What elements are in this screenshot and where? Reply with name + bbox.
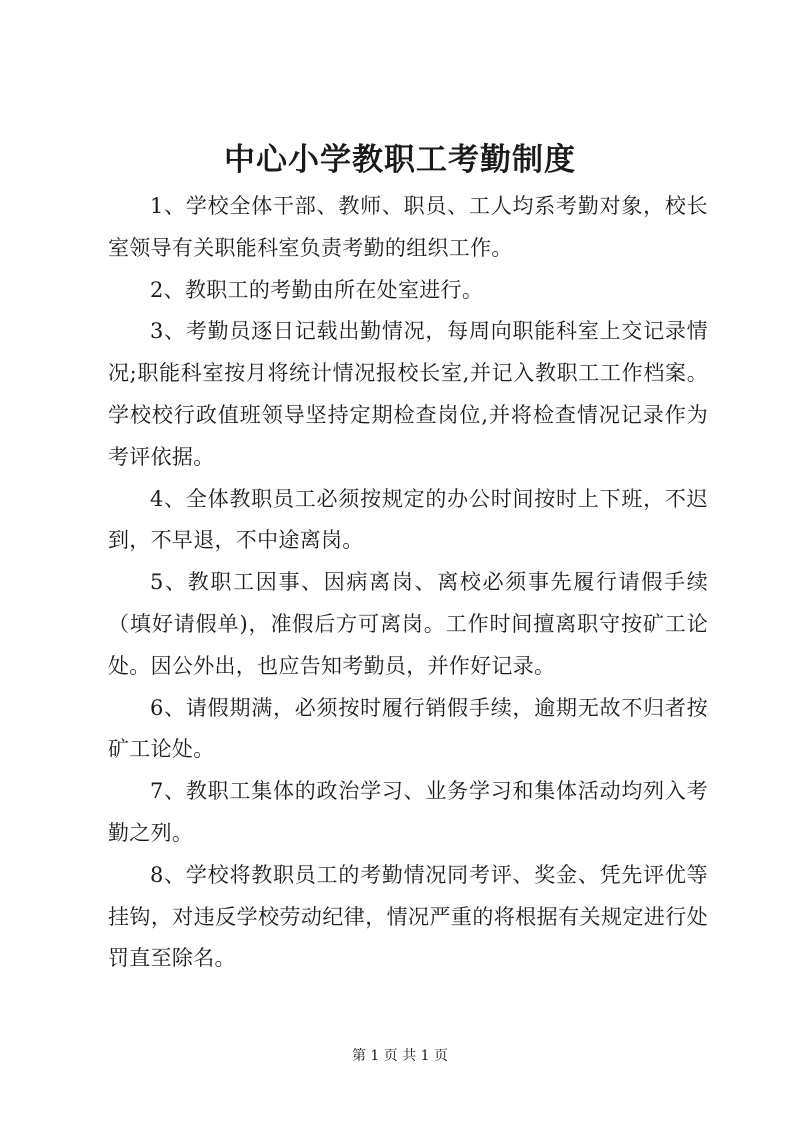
- page-number: 第 1 页 共 1 页: [351, 1048, 449, 1064]
- paragraph-4: 4、全体教职员工必须按规定的办公时间按时上下班，不迟到，不早退，不中途离岗。: [108, 486, 708, 553]
- document-title: 中心小学教职工考勤制度: [224, 142, 576, 178]
- paragraph-7: 7、教职工集体的政治学习、业务学习和集体活动均列入考勤之列。: [108, 779, 708, 845]
- document-body: [108, 186, 708, 980]
- paragraph-3: 3、考勤员逐日记载出勤情况，每周向职能科室上交记录情况;职能科室按月将统计情况报校长室,并记入教职工工作档案。学校校行政值班领导坚持定期检查岗位,并将检查情况记录作为考评依据。: [108, 319, 708, 469]
- paragraph-6: 6、请假期满，必须按时履行销假手续，逾期无故不归者按矿工论处。: [108, 695, 708, 762]
- paragraph-1: 1、学校全体干部、教师、职员、工人均系考勤对象，校长室领导有关职能科室负责考勤的组织工作。: [108, 194, 708, 260]
- paragraph-2: 2、教职工的考勤由所在处室进行。: [150, 277, 484, 302]
- paragraph-5: 5、教职工因事、因病离岗、离校必须事先履行请假手续（填好请假单)，准假后方可离岗。工作时间擅离职守按矿工论处。因公外出，也应告知考勤员，并作好记录。: [108, 570, 708, 678]
- page-footer: [0, 1046, 800, 1066]
- paragraph-8: 8、学校将教职员工的考勤情况同考评、奖金、凭先评优等挂钩，对违反学校劳动纪律，情况严重的将根据有关规定进行处罚直至除名。: [108, 862, 708, 971]
